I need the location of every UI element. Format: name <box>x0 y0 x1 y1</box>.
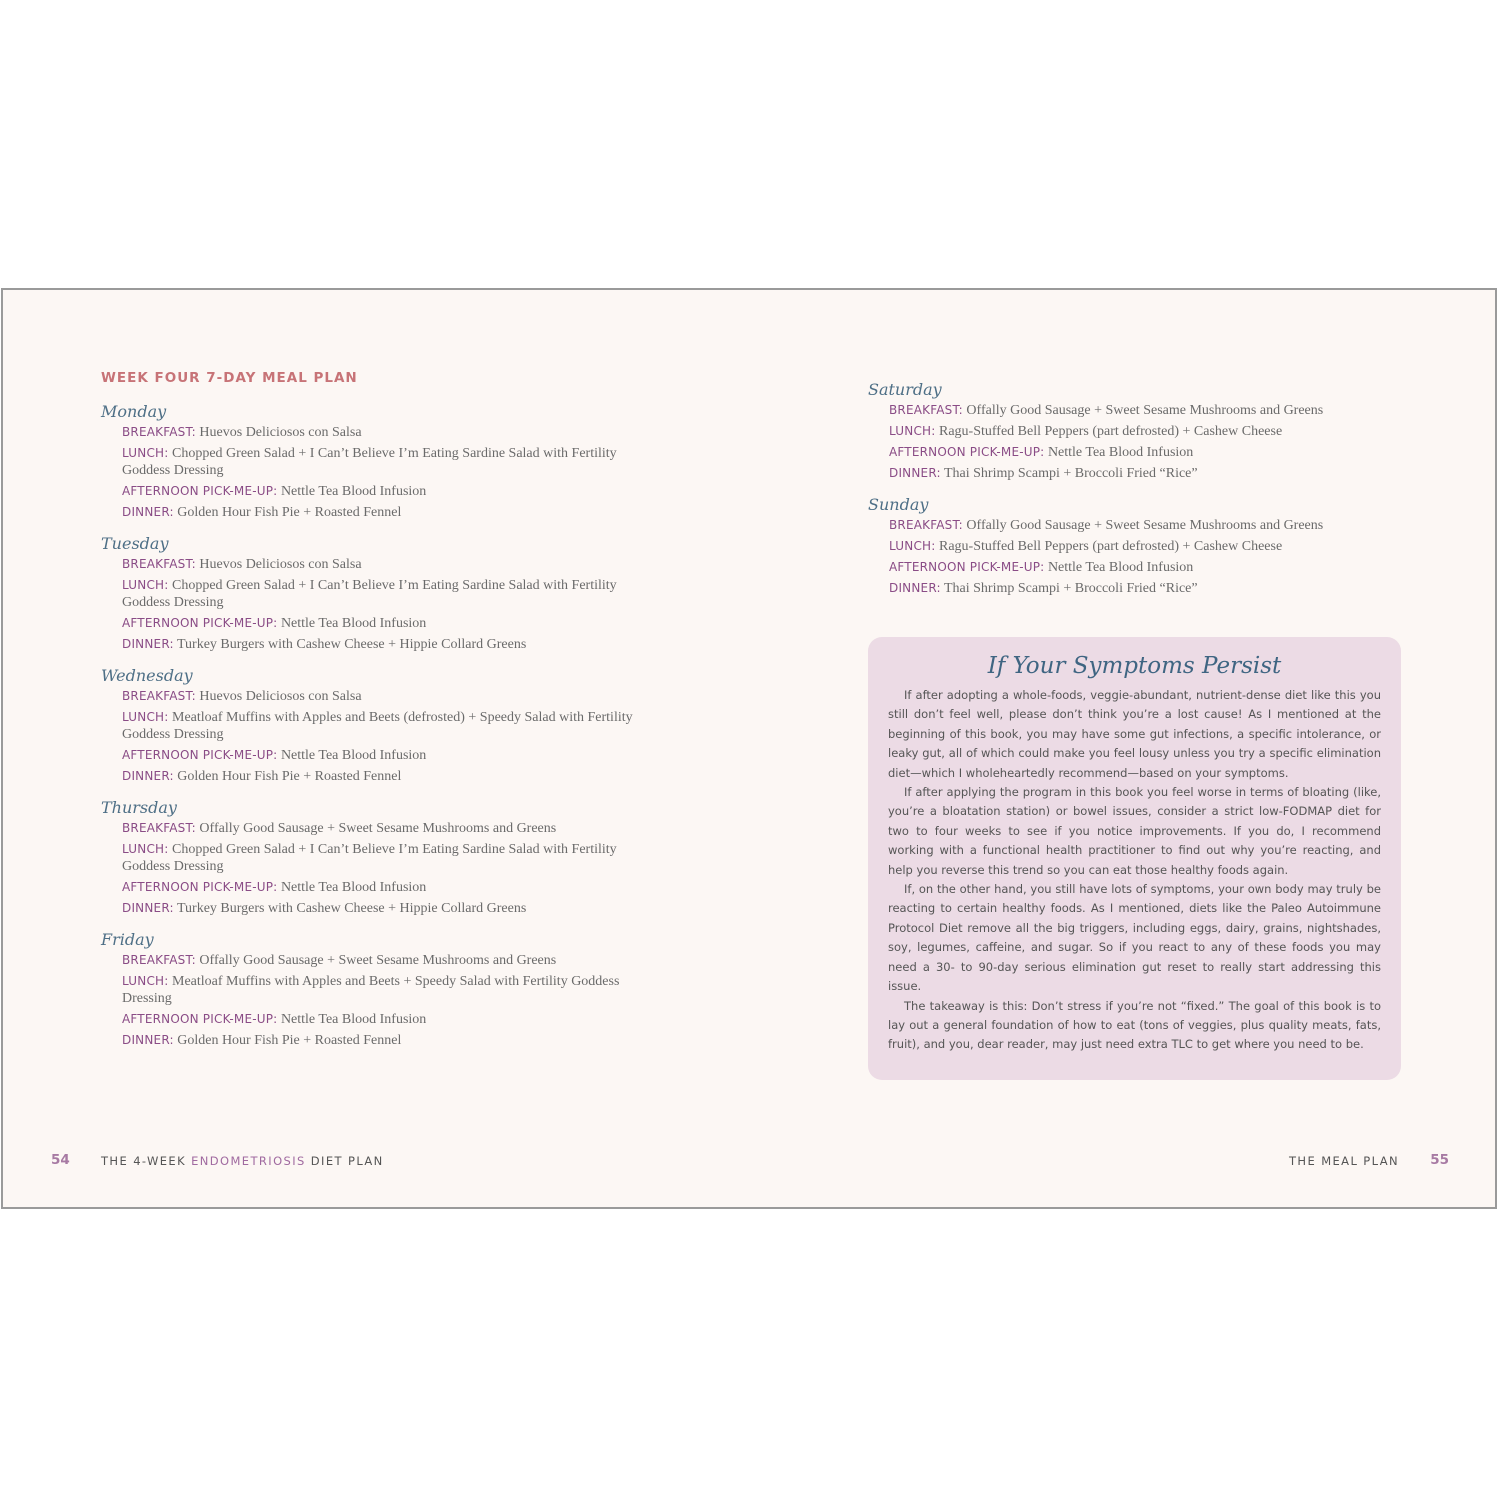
meal-label: DINNER: <box>889 581 941 595</box>
meal-afternoon <box>889 559 1428 576</box>
meal-dinner <box>889 580 1428 597</box>
meal-text: Meatloaf Muffins with Apples and Beets (defrosted) + Speedy Salad with Fertility Goddess Dressing <box>122 710 633 742</box>
meal-dinner <box>122 768 661 785</box>
meal-text: Offally Good Sausage + Sweet Sesame Mushrooms and Greens <box>199 821 557 836</box>
meal-breakfast <box>122 952 661 969</box>
meal-label: DINNER: <box>122 1033 174 1047</box>
meal-text: Nettle Tea Blood Infusion <box>1047 445 1194 460</box>
meal-text: Offally Good Sausage + Sweet Sesame Mushrooms and Greens <box>966 403 1324 418</box>
day-name: Thursday <box>101 798 177 817</box>
meal-text: Nettle Tea Blood Infusion <box>280 1012 427 1027</box>
meal-label: DINNER: <box>889 466 941 480</box>
meal-text: Nettle Tea Blood Infusion <box>280 484 427 499</box>
meal-label: LUNCH: <box>889 424 936 438</box>
meal-lunch <box>122 445 661 479</box>
meal-text: Nettle Tea Blood Infusion <box>1047 560 1194 575</box>
meal-label: BREAKFAST: <box>122 821 196 835</box>
day-friday <box>101 930 661 1049</box>
meal-breakfast <box>122 556 661 573</box>
running-head-right: THE MEAL PLAN <box>1289 1154 1399 1168</box>
book-spread <box>1 288 1497 1209</box>
meal-dinner <box>122 636 661 653</box>
meal-label: LUNCH: <box>122 842 169 856</box>
meal-label: LUNCH: <box>122 446 169 460</box>
meal-dinner <box>122 900 661 917</box>
running-head-left <box>101 1154 384 1168</box>
page-number-right: 55 <box>1430 1152 1449 1168</box>
meal-plan-title: WEEK FOUR 7-DAY MEAL PLAN <box>101 370 358 386</box>
meal-text: Chopped Green Salad + I Can’t Believe I’m Eating Sardine Salad with Fertility Goddess Dressing <box>122 842 617 874</box>
meal-label: LUNCH: <box>122 974 169 988</box>
day-wednesday <box>101 666 661 785</box>
meal-label: DINNER: <box>122 901 174 915</box>
meal-dinner <box>122 504 661 521</box>
running-head-text: THE 4-WEEK <box>101 1154 192 1168</box>
meal-text: Huevos Deliciosos con Salsa <box>199 557 362 572</box>
meal-breakfast <box>889 402 1428 419</box>
meal-text: Golden Hour Fish Pie + Roasted Fennel <box>177 505 402 520</box>
meal-text: Thai Shrimp Scampi + Broccoli Fried “Rice” <box>943 581 1198 596</box>
meal-text: Chopped Green Salad + I Can’t Believe I’m Eating Sardine Salad with Fertility Goddess Dressing <box>122 578 617 610</box>
sidebar-paragraph: If, on the other hand, you still have lots of symptoms, your own body may truly be reacting to certain healthy foods. As I mentioned, diets like the Paleo Autoimmune Protocol Diet remove all the big triggers, including eggs, dairy, grains, nightshades, soy, legumes, caffeine, and sugar. So if you react to any of these foods you may need a 30- to 90-day serious elimination gut reset to really start addressing this issue. <box>888 882 1381 994</box>
meal-label: BREAKFAST: <box>122 953 196 967</box>
meal-breakfast <box>122 688 661 705</box>
day-monday <box>101 402 661 521</box>
meal-label: AFTERNOON PICK-ME-UP: <box>122 1012 278 1026</box>
meal-label: BREAKFAST: <box>122 425 196 439</box>
meal-breakfast <box>122 424 661 441</box>
meal-dinner <box>889 465 1428 482</box>
meal-text: Ragu-Stuffed Bell Peppers (part defrosted) + Cashew Cheese <box>939 539 1283 554</box>
day-sunday <box>868 495 1428 597</box>
meal-text: Offally Good Sausage + Sweet Sesame Mushrooms and Greens <box>199 953 557 968</box>
symptoms-sidebar <box>868 637 1401 1080</box>
page-number-left: 54 <box>51 1152 70 1168</box>
meal-dinner <box>122 1032 661 1049</box>
meal-text: Golden Hour Fish Pie + Roasted Fennel <box>177 1033 402 1048</box>
meal-text: Chopped Green Salad + I Can’t Believe I’m Eating Sardine Salad with Fertility Goddess Dressing <box>122 446 617 478</box>
meal-text: Ragu-Stuffed Bell Peppers (part defrosted) + Cashew Cheese <box>939 424 1283 439</box>
meal-lunch <box>889 538 1428 555</box>
meal-lunch <box>122 577 661 611</box>
day-name: Monday <box>101 402 167 421</box>
meal-afternoon <box>122 615 661 632</box>
meal-label: AFTERNOON PICK-ME-UP: <box>122 616 278 630</box>
meal-label: BREAKFAST: <box>889 518 963 532</box>
running-head-accent: ENDOMETRIOSIS <box>191 1154 306 1168</box>
meal-breakfast <box>889 517 1428 534</box>
day-tuesday <box>101 534 661 653</box>
meal-text: Turkey Burgers with Cashew Cheese + Hippie Collard Greens <box>176 637 527 652</box>
meal-afternoon <box>122 747 661 764</box>
day-name: Friday <box>101 930 154 949</box>
sidebar-paragraph: If after adopting a whole-foods, veggie-abundant, nutrient-dense diet like this you still don’t feel well, please don’t think you’re a lost cause! As I mentioned at the beginning of this book, you may have some gut infections, a specific intolerance, or leaky gut, all of which could make you feel lousy unless you try a specific elimination diet—which I wholeheartedly recommend—based on your symptoms. <box>888 688 1381 780</box>
meal-text: Thai Shrimp Scampi + Broccoli Fried “Rice” <box>943 466 1198 481</box>
meal-text: Huevos Deliciosos con Salsa <box>199 425 362 440</box>
meal-text: Nettle Tea Blood Infusion <box>280 616 427 631</box>
meal-label: DINNER: <box>122 505 174 519</box>
meal-label: BREAKFAST: <box>122 557 196 571</box>
day-name: Tuesday <box>101 534 169 553</box>
left-column <box>101 402 661 1062</box>
day-saturday <box>868 380 1428 482</box>
meal-lunch <box>889 423 1428 440</box>
meal-label: AFTERNOON PICK-ME-UP: <box>122 484 278 498</box>
meal-text: Huevos Deliciosos con Salsa <box>199 689 362 704</box>
running-head-text: DIET PLAN <box>305 1154 384 1168</box>
meal-afternoon <box>122 879 661 896</box>
meal-text: Turkey Burgers with Cashew Cheese + Hippie Collard Greens <box>176 901 527 916</box>
meal-text: Offally Good Sausage + Sweet Sesame Mushrooms and Greens <box>966 518 1324 533</box>
day-thursday <box>101 798 661 917</box>
day-name: Sunday <box>868 495 929 514</box>
day-name: Saturday <box>868 380 942 399</box>
meal-label: LUNCH: <box>122 710 169 724</box>
meal-label: AFTERNOON PICK-ME-UP: <box>889 445 1045 459</box>
meal-label: BREAKFAST: <box>889 403 963 417</box>
meal-label: AFTERNOON PICK-ME-UP: <box>889 560 1045 574</box>
meal-lunch <box>122 973 661 1007</box>
meal-label: AFTERNOON PICK-ME-UP: <box>122 880 278 894</box>
meal-lunch <box>122 709 661 743</box>
meal-text: Nettle Tea Blood Infusion <box>280 880 427 895</box>
sidebar-paragraph: The takeaway is this: Don’t stress if you’re not “fixed.” The goal of this book is to lay out a general foundation of how to eat (tons of veggies, plus quality meats, fats, fruit), and you, dear reader, may just need extra TLC to get where you need to be. <box>888 998 1381 1052</box>
meal-label: AFTERNOON PICK-ME-UP: <box>122 748 278 762</box>
meal-afternoon <box>122 1011 661 1028</box>
sidebar-title: If Your Symptoms Persist <box>987 653 1282 679</box>
meal-label: BREAKFAST: <box>122 689 196 703</box>
meal-label: DINNER: <box>122 769 174 783</box>
meal-lunch <box>122 841 661 875</box>
meal-text: Meatloaf Muffins with Apples and Beets + Speedy Salad with Fertility Goddess Dressing <box>122 974 620 1006</box>
day-name: Wednesday <box>101 666 193 685</box>
sidebar-paragraph: If after applying the program in this book you feel worse in terms of bloating (like, you’re a bloatation station) or bowel issues, consider a strict low-FODMAP diet for two to four weeks to see if you notice improvements. If you do, I recommend working with a functional health practitioner to find out why you’re reacting, and help you reverse this trend so you can eat those healthy foods again. <box>888 785 1381 877</box>
right-column <box>868 380 1428 610</box>
meal-breakfast <box>122 820 661 837</box>
meal-text: Golden Hour Fish Pie + Roasted Fennel <box>177 769 402 784</box>
meal-label: LUNCH: <box>122 578 169 592</box>
meal-label: DINNER: <box>122 637 174 651</box>
meal-text: Nettle Tea Blood Infusion <box>280 748 427 763</box>
meal-label: LUNCH: <box>889 539 936 553</box>
meal-afternoon <box>122 483 661 500</box>
meal-afternoon <box>889 444 1428 461</box>
